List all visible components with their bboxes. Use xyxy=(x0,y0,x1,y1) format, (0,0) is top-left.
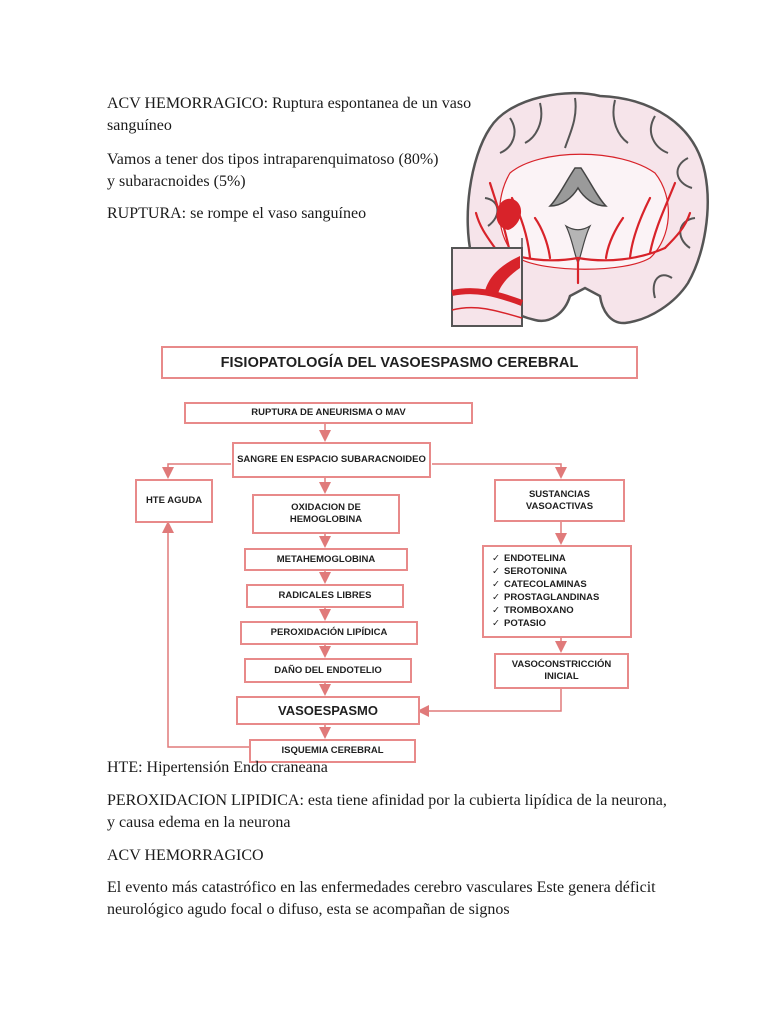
box-blood-subarachnoid: SANGRE EN ESPACIO SUBARACNOIDEO xyxy=(232,442,431,478)
check-icon: ✓ xyxy=(492,553,500,564)
brain-hemorrhage-illustration xyxy=(450,88,712,328)
check-icon: ✓ xyxy=(492,579,500,590)
paragraph-hte-definition: HTE: Hipertensión Endo craneana xyxy=(107,759,328,776)
paragraph-acv-definition: ACV HEMORRAGICO: Ruptura espontanea de un vaso sanguíneo xyxy=(107,95,472,134)
arrow-blood-hte xyxy=(168,464,231,476)
paragraph-lipid-peroxidation: PEROXIDACION LIPIDICA: esta tiene afinidad por la cubierta lipídica de la neurona, y causa edema en la neurona xyxy=(107,792,667,831)
box-vasoconstriction: VASOCONSTRICCIÓN INICIAL xyxy=(494,653,629,689)
check-icon: ✓ xyxy=(492,592,500,603)
box-hte-aguda: HTE AGUDA xyxy=(135,479,213,523)
box-substances-list xyxy=(482,545,632,638)
vasospasm-flowchart xyxy=(128,338,648,768)
list-item: ✓ PROSTAGLANDINAS xyxy=(492,592,600,603)
box-rupture: RUPTURA DE ANEURISMA O MAV xyxy=(184,402,473,424)
box-oxidation: OXIDACION DE HEMOGLOBINA xyxy=(252,494,400,534)
arrow-blood-vasoactive xyxy=(432,464,561,476)
list-item: ✓ SEROTONINA xyxy=(492,566,568,577)
box-vasoactive-substances: SUSTANCIAS VASOACTIVAS xyxy=(494,479,625,522)
paragraph-catastrophic-event: El evento más catastrófico en las enfermedades cerebro vasculares Este genera déficit neurológico agudo focal o difuso, esta se acompañan de signos xyxy=(107,879,656,918)
box-vasospasm: VASOESPASMO xyxy=(236,696,420,725)
check-icon: ✓ xyxy=(492,605,500,616)
list-item: ✓ CATECOLAMINAS xyxy=(492,579,587,590)
box-ischemia: ISQUEMIA CEREBRAL xyxy=(249,739,416,763)
list-item: ✓ POTASIO xyxy=(492,618,547,629)
box-free-radicals: RADICALES LIBRES xyxy=(246,584,404,608)
paragraph-types: Vamos a tener dos tipos intraparenquimatoso (80%) y subaracnoides (5%) xyxy=(107,151,439,190)
flowchart-title: FISIOPATOLOGÍA DEL VASOESPASMO CEREBRAL xyxy=(161,346,638,379)
box-methemoglobin: METAHEMOGLOBINA xyxy=(244,548,408,571)
list-item: ✓ TROMBOXANO xyxy=(492,605,574,616)
box-lipid-peroxidation: PEROXIDACIÓN LIPÍDICA xyxy=(240,621,418,645)
paragraph-rupture: RUPTURA: se rompe el vaso sanguíneo xyxy=(107,205,367,222)
box-endothelium-damage: DAÑO DEL ENDOTELIO xyxy=(244,658,412,683)
check-icon: ✓ xyxy=(492,566,500,577)
list-item: ✓ ENDOTELINA xyxy=(492,553,566,564)
arrow-vasoconstriction-vasospasm xyxy=(420,689,561,711)
check-icon: ✓ xyxy=(492,618,500,629)
section-heading-acv: ACV HEMORRAGICO xyxy=(107,847,264,864)
